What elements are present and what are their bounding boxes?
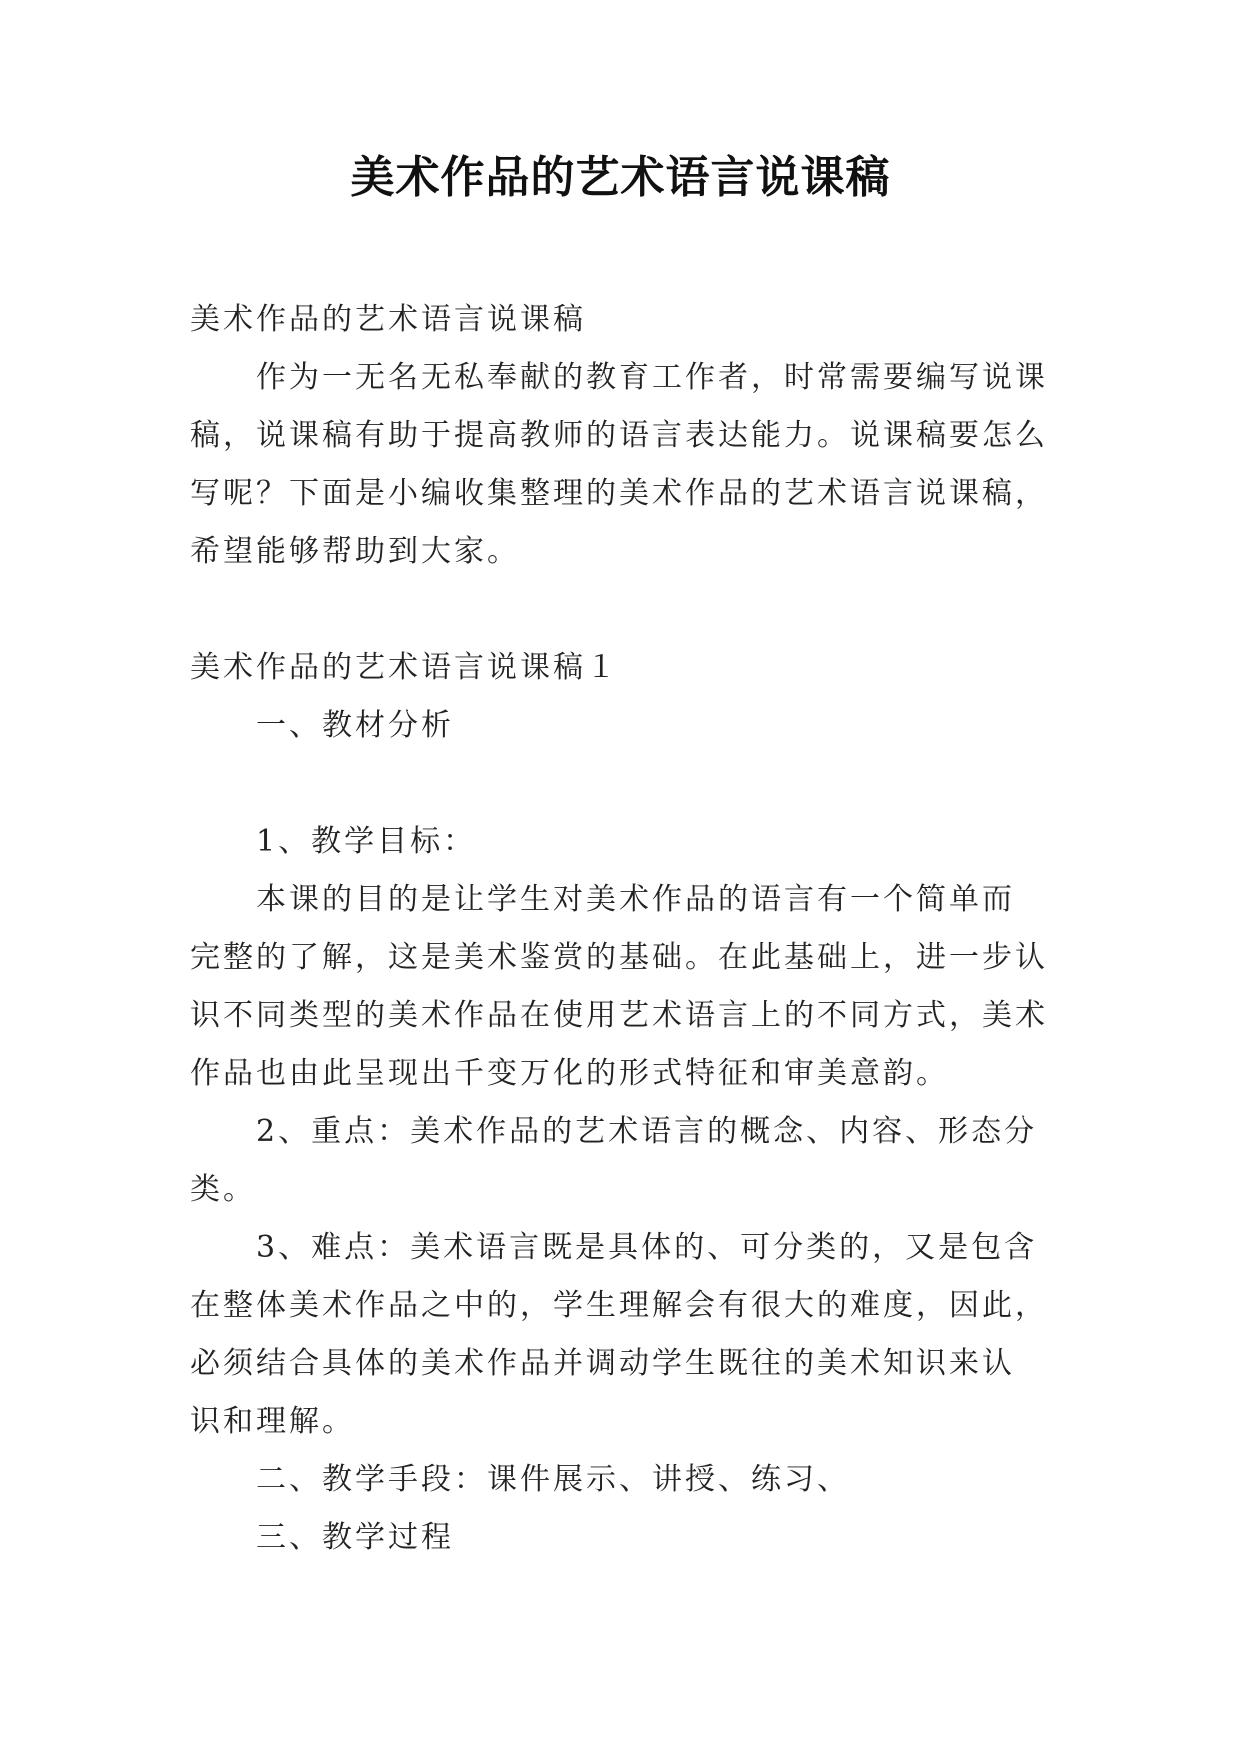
paragraph-line: 必须结合具体的美术作品并调动学生既往的美术知识来认 xyxy=(190,1346,1015,1381)
paragraph-line: 完整的了解，这是美术鉴赏的基础。在此基础上，进一步认 xyxy=(190,940,1048,975)
paragraph-line: 在整体美术作品之中的，学生理解会有很大的难度，因此， xyxy=(190,1288,1048,1323)
paragraph-line: 识不同类型的美术作品在使用艺术语言上的不同方式，美术 xyxy=(190,998,1048,1033)
paragraph-line: 作为一无名无私奉献的教育工作者，时常需要编写说课 xyxy=(256,360,1048,395)
list-item: 2、重点：美术作品的艺术语言的概念、内容、形态分 xyxy=(256,1114,1038,1149)
subtitle-line: 美术作品的艺术语言说课稿 xyxy=(190,302,586,337)
section-heading: 一、教材分析 xyxy=(256,708,454,743)
section-heading: 三、教学过程 xyxy=(256,1520,454,1555)
paragraph-line: 本课的目的是让学生对美术作品的语言有一个简单而 xyxy=(256,882,1015,917)
paragraph-line: 类。 xyxy=(190,1172,256,1207)
list-item: 1、教学目标： xyxy=(256,824,477,859)
paragraph-line: 作品也由此呈现出千变万化的形式特征和审美意韵。 xyxy=(190,1056,949,1091)
document-title: 美术作品的艺术语言说课稿 xyxy=(350,152,891,203)
paragraph-line: 希望能够帮助到大家。 xyxy=(190,534,520,569)
paragraph-line: 稿，说课稿有助于提高教师的语言表达能力。说课稿要怎么 xyxy=(190,418,1048,453)
section-heading: 二、教学手段：课件展示、讲授、练习、 xyxy=(256,1462,850,1497)
paragraph-line: 写呢？下面是小编收集整理的美术作品的艺术语言说课稿， xyxy=(190,476,1048,511)
paragraph-line: 识和理解。 xyxy=(190,1404,355,1439)
section-heading: 美术作品的艺术语言说课稿１ xyxy=(190,650,619,685)
list-item: 3、难点：美术语言既是具体的、可分类的，又是包含 xyxy=(256,1230,1038,1265)
